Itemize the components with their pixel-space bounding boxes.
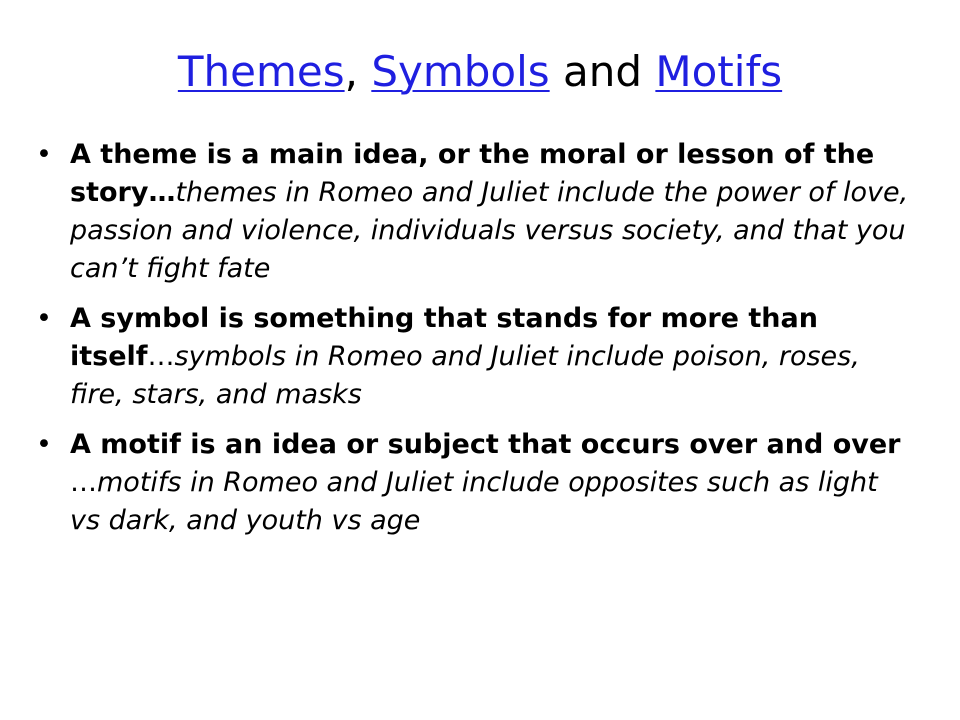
bullet-point-icon: • [36, 429, 52, 460]
symbol-examples: symbols in Romeo and Juliet include poison, roses, fire, stars, and masks [70, 341, 860, 410]
slide-title [0, 40, 960, 104]
theme-examples: themes in Romeo and Juliet include the power of love, passion and violence, individuals versus society, and that you can’t fight fate [70, 177, 909, 284]
bullet-list [34, 136, 914, 552]
motif-examples: motifs in Romeo and Juliet include opposites such as light vs dark, and youth vs age [70, 467, 878, 536]
bullet-symbol [34, 300, 914, 414]
bullet-motif [34, 426, 914, 540]
symbol-ellipsis: … [147, 341, 175, 372]
theme-definition: A theme is a main idea, or the moral or lesson of the story… [70, 139, 875, 208]
bullet-point-icon: • [36, 139, 52, 170]
bullet-point-icon: • [36, 303, 52, 334]
bullet-theme [34, 136, 914, 288]
symbol-definition: A symbol is something that stands for more than itself [70, 303, 818, 372]
motifs-link[interactable]: Motifs [655, 47, 783, 96]
symbols-link[interactable]: Symbols [371, 47, 550, 96]
motif-definition: A motif is an idea or subject that occurs over and over [70, 429, 901, 460]
title-separator-comma: , [344, 47, 372, 96]
title-separator-and: and [549, 47, 656, 96]
themes-link[interactable]: Themes [177, 47, 345, 96]
motif-ellipsis: … [70, 467, 97, 498]
